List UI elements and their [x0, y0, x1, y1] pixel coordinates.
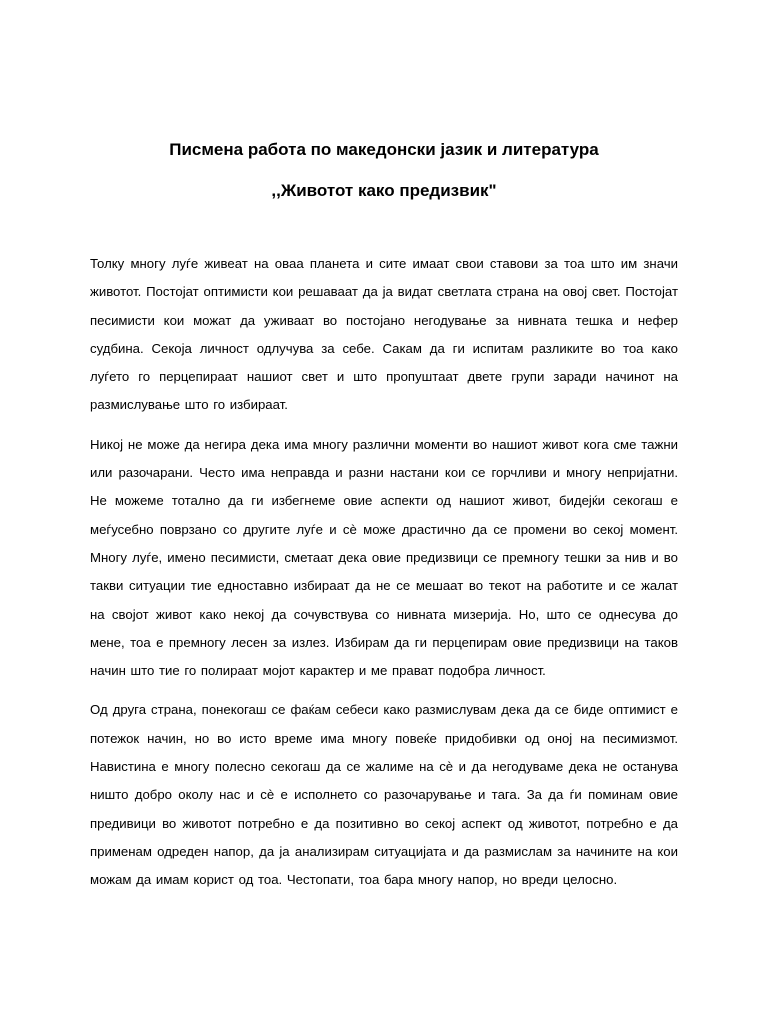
paragraph-3: Од друга страна, понекогаш се фаќам себеси како размислувам дека да се биде оптимист е потежок начин, но во исто време има многу повеќе придобивки од оној на песимизмот. Навистина е многу полесно секогаш да се жалиме на сè и да негодуваме дека не останува ништо добро околу нас и сè е исполнето со разочарување и тага. За да ѓи поминам овие предивици во животот потребно е да позитивно во секој аспект од животот, потребно е да применам одреден напор, да ја анализирам ситуацијата и да размислам за начините на кои можам да имам корист од тоа. Честопати, тоа бара многу напор, но вреди целосно.	[90, 702, 678, 888]
document-body	[90, 250, 678, 906]
document-title: Писмена работа по македонски јазик и литература	[169, 140, 599, 159]
paragraph-2: Никој не може да негира дека има многу различни моменти во нашиот живот кога сме тажни или разочарани. Често има неправда и разни настани кои се горчливи и многу непријатни. Не можеме тотално да ги избегнеме овие аспекти од нашиот живот, бидејќи секогаш е меѓусебно поврзано со другите луѓе и сè може драстично да се промени во секој момент. Многу луѓе, имено песимисти, сметаат дека овие предизвици се премногу тешки за нив и во такви ситуации тие едноставно избираат да не се мешаат во текот на работите и се жалат на својот живот како некој да сочувствува со нивната мизерија. Но, што се однесува до мене, тоа е премногу лесен за излез. Избирам да ги перцепирам овие предизвици на таков начин што тие го полираат мојот карактер и ме прават подобра личност.	[90, 436, 678, 679]
paragraph-1: Толку многу луѓе живеат на оваа планета и сите имаат свои ставови за тоа што им значи животот. Постојат оптимисти кои решаваат да ја видат светлата страна на овој свет. Постојат песимисти кои можат да уживаат во постојано негодување за нивната тешка и нефер судбина. Секоја личност одлучува за себе. Сакам да ги испитам разликите во тоа како луѓето го перцепираат нашиот свет и што пропуштаат двете групи заради начинот на размислување што го избираат.	[90, 256, 678, 413]
document-subtitle: ,,Животот како предизвик"	[271, 181, 497, 200]
